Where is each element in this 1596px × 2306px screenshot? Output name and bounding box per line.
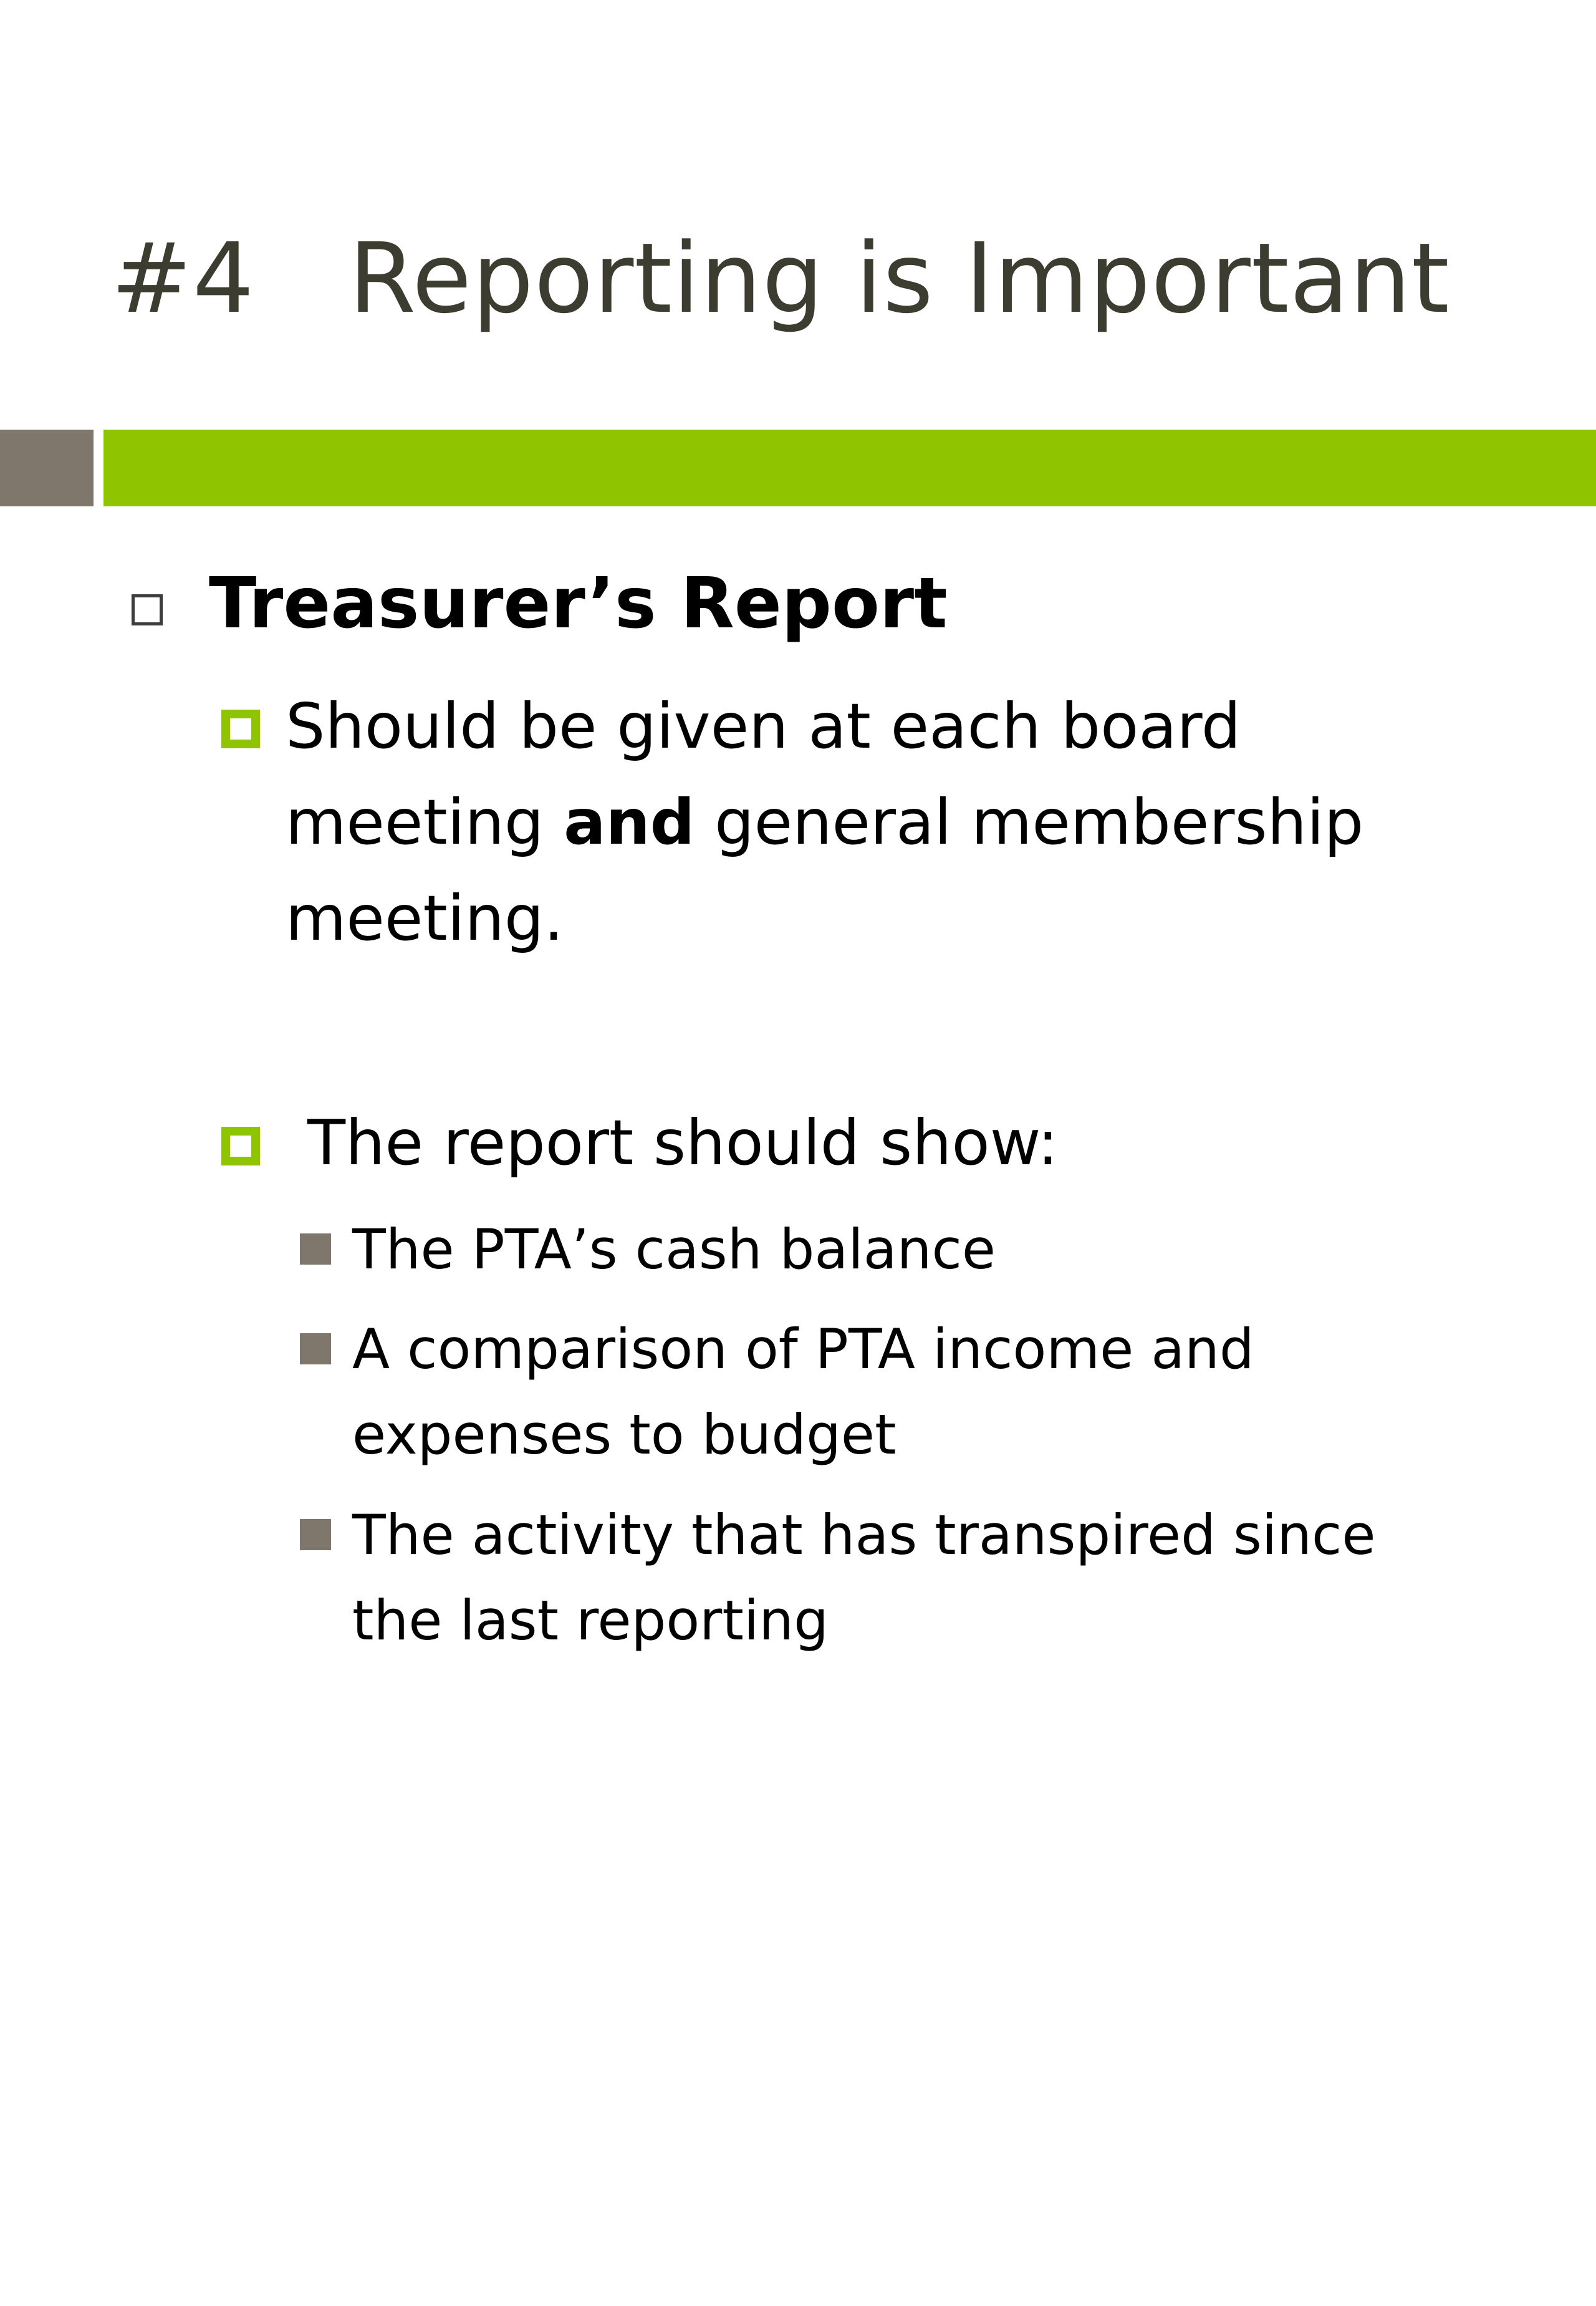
point1-line1: Should be given at each board (286, 690, 1241, 763)
gray-square-bullet-icon (300, 1233, 331, 1265)
gray-square-bullet-icon (300, 1519, 331, 1550)
point2-text: The report should show: (307, 1106, 1059, 1179)
subitem-2-line1: A comparison of PTA income and (352, 1317, 1254, 1381)
subitem-2-line2: expenses to budget (352, 1402, 897, 1467)
hollow-square-bullet-icon (132, 594, 163, 625)
heading-treasurers-report: Treasurer’s Report (209, 563, 948, 644)
subitem-3-line2: the last reporting (352, 1588, 829, 1652)
green-square-bullet-icon (221, 1127, 260, 1165)
accent-square (0, 430, 94, 506)
point1-line2-end: general membership (695, 786, 1364, 859)
subitem-3-line1: The activity that has transpired since (352, 1503, 1376, 1567)
accent-bar (103, 430, 1596, 506)
slide-title: #4 Reporting is Important (111, 222, 1450, 335)
subitem-1-line1: The PTA’s cash balance (352, 1217, 996, 1281)
point1-line2-bold: and (564, 786, 695, 859)
gray-square-bullet-icon (300, 1333, 331, 1364)
green-square-bullet-icon (221, 710, 260, 748)
point1-line2-start: meeting (286, 786, 564, 859)
point1-line3: meeting. (286, 882, 564, 955)
point1-line2 (286, 774, 1363, 871)
